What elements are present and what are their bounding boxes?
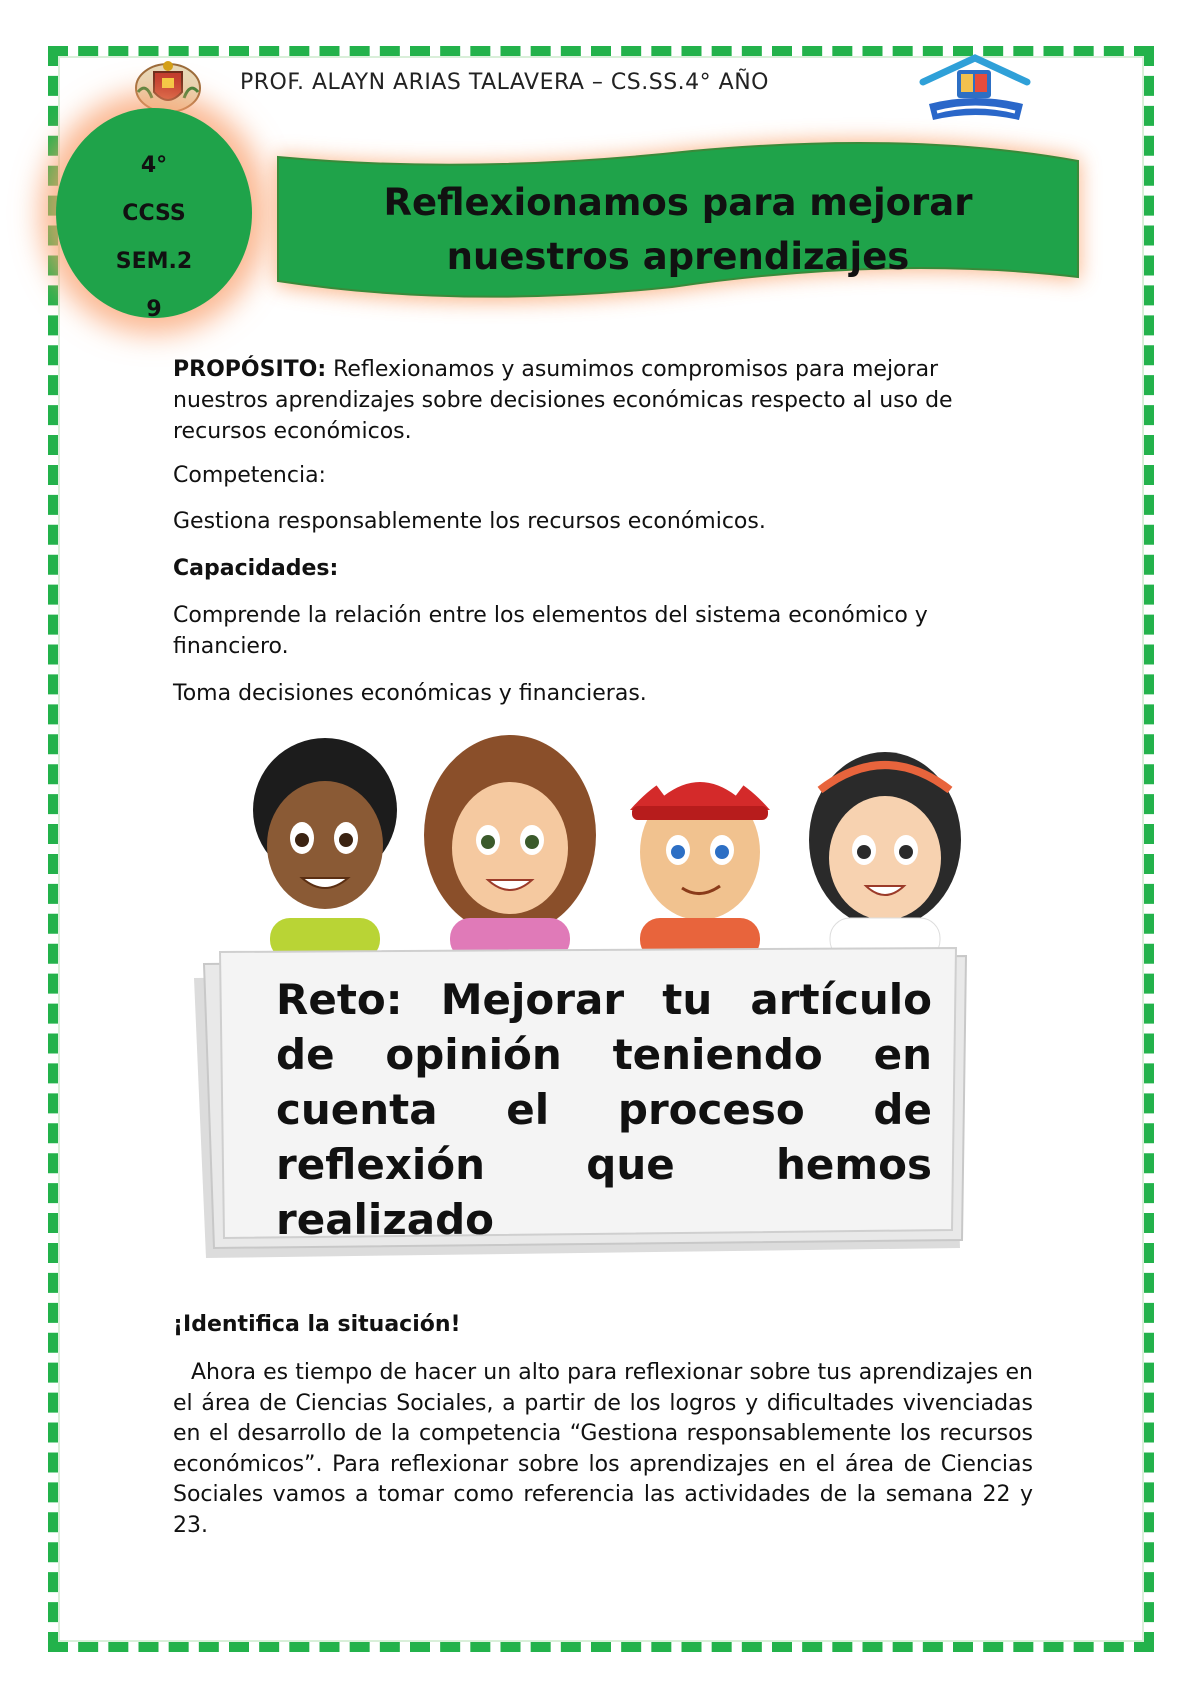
purpose-label: PROPÓSITO: [173, 357, 327, 382]
purpose-paragraph [173, 354, 1033, 447]
competencia-text: Gestiona responsablemente los recursos económicos. [173, 509, 766, 534]
grade-badge [56, 108, 252, 322]
child-figure-1 [253, 738, 397, 960]
capacidades-label: Capacidades: [173, 556, 339, 581]
children-illustration [230, 740, 975, 960]
purpose-text: Reflexionamos y asumimos compromisos para mejorar nuestros aprendizajes sobre decisiones económicas respecto al uso de recursos económicos. [173, 357, 953, 444]
capacidad-item: Comprende la relación entre los elementos del sistema económico y financiero. [173, 603, 928, 659]
situation-body: Ahora es tiempo de hacer un alto para reflexionar sobre tus aprendizajes en el área de Ciencias Sociales, a partir de los logros y dificultades vivenciadas en el desarrollo de la competencia “Gestiona responsablemente los recursos económicos”. Para reflexionar sobre los aprendizajes en el área de Ciencias Sociales vamos a tomar como referencia las actividades de la semana 22 y 23. [173, 1360, 1033, 1538]
competencia-label: Competencia: [173, 463, 326, 488]
badge-subject: CCSS [122, 201, 186, 226]
teacher-header: PROF. ALAYN ARIAS TALAVERA – CS.SS.4° AÑO [240, 70, 769, 95]
page-title-line1: Reflexionamos para mejorar [383, 181, 973, 224]
badge-week: SEM.2 [115, 249, 193, 274]
situation-title: ¡Identifica la situación! [173, 1312, 461, 1337]
child-figure-4 [809, 752, 961, 960]
aprendo-en-casa-logo [915, 52, 1035, 126]
reto-text: Reto: Mejorar tu artículo de opinión teniendo en cuenta el proceso de reflexión que hemos realizado [276, 975, 932, 1244]
page-title-line2: nuestros aprendizajes [446, 235, 910, 278]
child-figure-3 [630, 770, 770, 960]
badge-grade: 4° [140, 153, 168, 178]
capacidad-item: Toma decisiones económicas y financieras. [173, 681, 647, 706]
child-figure-2 [424, 735, 596, 960]
school-crest-icon [132, 58, 204, 114]
badge-week-number: 9 [146, 297, 162, 322]
page-title [272, 176, 1084, 284]
